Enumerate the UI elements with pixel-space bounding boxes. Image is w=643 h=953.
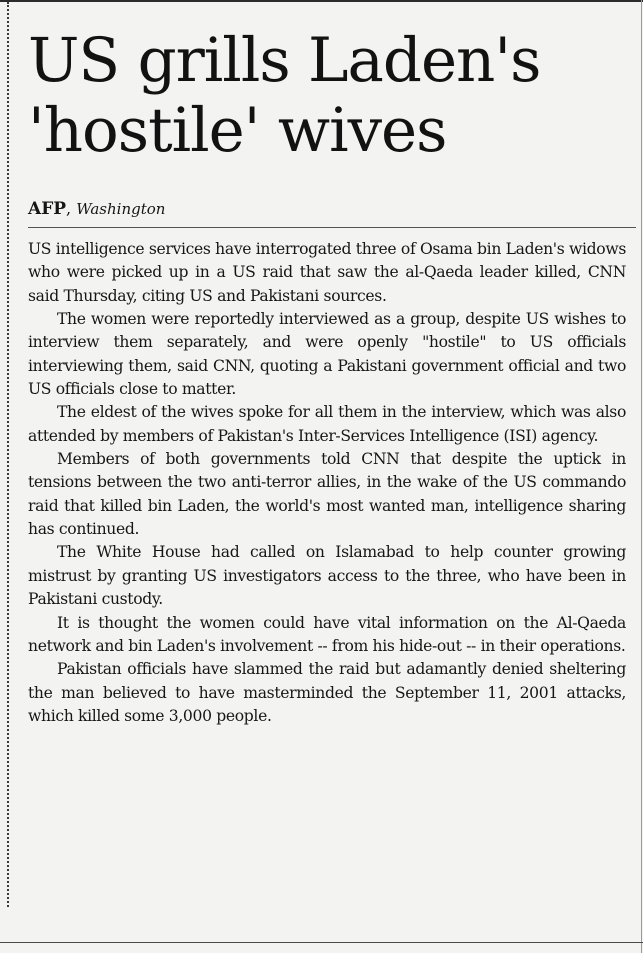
dotted-column-divider: [7, 2, 9, 907]
bottom-rule: [0, 942, 643, 943]
article-paragraph: Members of both governments told CNN that despite the uptick in tensions between the two anti-terror allies, in the wake of the US commando raid that killed bin Laden, the world's most wanted man, intelligence sharing has continued.: [28, 450, 626, 539]
byline: [28, 198, 165, 220]
byline-separator: ,: [66, 199, 72, 218]
headline-line-1: US grills Laden's: [28, 25, 541, 96]
column-right-rule: [641, 0, 642, 953]
article-paragraph: US intelligence services have interrogated three of Osama bin Laden's widows who were picked up in a US raid that saw the al-Qaeda leader killed, CNN said Thursday, citing US and Pakistani sources.: [28, 240, 626, 305]
article-paragraph: The eldest of the wives spoke for all them in the interview, which was also attended by members of Pakistan's Inter-Services Intelligence (ISI) agency.: [28, 403, 626, 445]
top-rule: [0, 0, 643, 2]
headline: [28, 26, 636, 166]
article-paragraph: Pakistan officials have slammed the raid but adamantly denied sheltering the man believed to have masterminded the September 11, 2001 attacks, which killed some 3,000 people.: [28, 660, 626, 725]
article-paragraph: It is thought the women could have vital information on the Al-Qaeda network and bin Laden's involvement -- from his hide-out -- in their operations.: [28, 613, 626, 655]
byline-location: Washington: [76, 200, 166, 218]
article-paragraph: The women were reportedly interviewed as a group, despite US wishes to interview them separately, and were openly "hostile" to US officials interviewing them, said CNN, quoting a Pakistani government official and two US officials close to matter.: [28, 310, 626, 399]
article-body: [28, 238, 626, 728]
byline-agency: AFP: [28, 199, 67, 219]
headline-line-2: 'hostile' wives: [28, 95, 447, 166]
byline-rule: [28, 227, 636, 228]
article-paragraph: The White House had called on Islamabad to help counter growing mistrust by granting US investigators access to the three, who have been in Pakistani custody.: [28, 543, 626, 609]
